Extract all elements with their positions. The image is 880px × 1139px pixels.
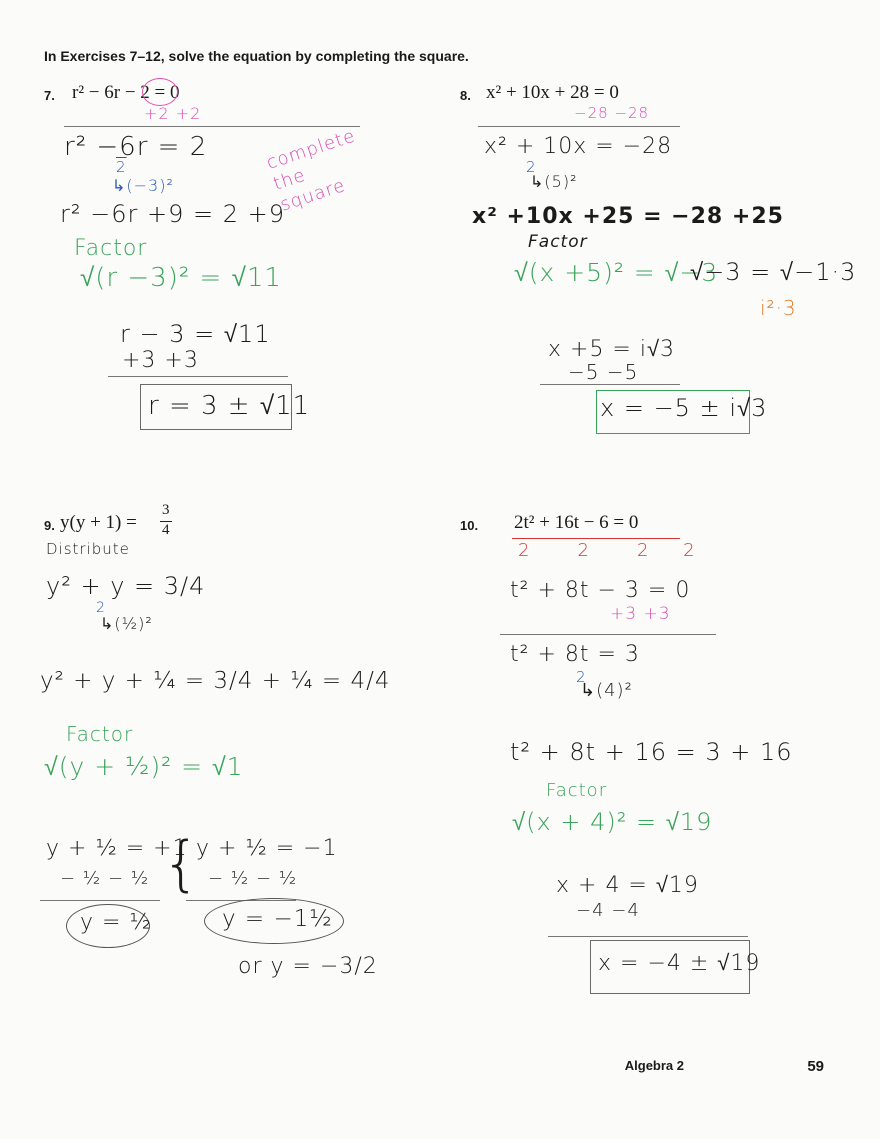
divider — [548, 936, 748, 937]
divider — [64, 126, 360, 127]
exercise-7-line1: r² −6r = 2 — [64, 132, 208, 162]
exercise-10-line4: √(x + 4)² = √19 — [512, 808, 713, 836]
exercise-9-number: 9. — [44, 518, 55, 533]
exercise-9-half: 2 — [96, 600, 106, 616]
exercise-7-square: ↳(−3)² — [112, 176, 174, 195]
exercise-10-square: ↳(4)² — [580, 680, 633, 701]
exercise-7-line5: +3 +3 — [122, 348, 199, 373]
exercise-8-line4: x +5 = i√3 — [548, 337, 676, 362]
exercise-8-half: 2 — [526, 158, 537, 176]
exercise-8-line5: −5 −5 — [568, 360, 639, 384]
exercise-9-equation-numerator: 3 — [162, 502, 170, 518]
exercise-7-line4: r − 3 = √11 — [120, 320, 271, 348]
exercise-8-square: ↳(5)² — [530, 172, 578, 191]
exercise-10-divisors: 2 2 2 2 — [518, 540, 696, 561]
exercise-7-half: 2 — [116, 158, 127, 176]
divider — [540, 384, 680, 385]
exercise-9-line2: y² + y + ¼ = 3/4 + ¼ = 4/4 — [40, 668, 391, 694]
exercise-10-half: 2 — [576, 668, 587, 686]
exercise-9-line5b: − ½ − ½ — [208, 868, 298, 889]
exercise-9-equation-denominator: 4 — [162, 522, 170, 538]
exercise-9-line4b: y + ½ = −1 — [196, 836, 338, 861]
exercise-9-answer-3: or y = −3/2 — [238, 954, 378, 979]
exercise-9-line4a: y + ½ = +1 — [46, 836, 188, 861]
divider — [108, 376, 288, 377]
exercise-7-line2: r² −6r +9 = 2 +9 — [60, 200, 286, 228]
instructions: In Exercises 7–12, solve the equation by completing the square. — [44, 48, 469, 64]
exercise-10-number: 10. — [460, 518, 479, 533]
exercise-8-line1: x² + 10x = −28 — [484, 134, 673, 159]
divider — [500, 634, 716, 635]
exercise-8-line2: x² +10x +25 = −28 +25 — [472, 204, 784, 229]
exercise-9-factor: Factor — [66, 722, 134, 746]
exercise-9-equation-lhs: y(y + 1) = — [60, 512, 137, 533]
book-title: Algebra 2 — [624, 1058, 684, 1073]
exercise-9-line1: y² + y = 3/4 — [46, 572, 206, 600]
complete-the-square-note: complete the square — [264, 125, 359, 216]
exercise-10-line1: t² + 8t − 3 = 0 — [510, 578, 691, 603]
exercise-10-answer: x = −4 ± √19 — [598, 951, 761, 976]
exercise-9-line5a: − ½ − ½ — [60, 868, 150, 889]
exercise-8-equation: x² + 10x + 28 = 0 — [486, 82, 619, 103]
circle-annotation — [142, 78, 178, 106]
exercise-10-equation: 2t² + 16t − 6 = 0 — [514, 512, 639, 533]
exercise-7-line3: √(r −3)² = √11 — [80, 263, 282, 293]
exercise-8-add: −28 −28 — [574, 104, 650, 122]
exercise-10-add: +3 +3 — [610, 604, 671, 624]
exercise-8-side-note: √−3 = √−1·3 — [690, 258, 857, 286]
exercise-9-distribute: Distribute — [46, 540, 130, 558]
exercise-10-line5: x + 4 = √19 — [556, 873, 699, 898]
divide-bars — [512, 538, 680, 539]
exercise-8-factor: Factor — [528, 232, 588, 252]
exercise-10-line3: t² + 8t + 16 = 3 + 16 — [510, 738, 793, 766]
exercise-7-answer: r = 3 ± √11 — [148, 391, 311, 421]
exercise-8-number: 8. — [460, 88, 471, 103]
brace: { — [162, 829, 202, 899]
exercise-9-answer-2: y = −1½ — [222, 906, 333, 932]
page-number: 59 — [807, 1058, 824, 1075]
exercise-7-equation: r² − 6r − 2 = 0 — [72, 82, 180, 103]
divider — [40, 900, 160, 901]
exercise-9-square: ↳(½)² — [100, 614, 153, 633]
exercise-10-line2: t² + 8t = 3 — [510, 642, 640, 667]
exercise-10-line6: −4 −4 — [576, 900, 640, 921]
exercise-7-add: +2 +2 — [144, 104, 202, 123]
exercise-8-answer: x = −5 ± i√3 — [600, 394, 768, 422]
divider — [478, 126, 680, 127]
exercise-8-line3: √(x +5)² = √−3 — [514, 258, 719, 287]
exercise-7-number: 7. — [44, 88, 55, 103]
exercise-9-answer-1: y = ½ — [80, 910, 152, 935]
exercise-10-factor: Factor — [546, 780, 608, 801]
exercise-9-line3: √(y + ½)² = √1 — [44, 752, 244, 781]
exercise-7-factor: Factor — [74, 236, 148, 261]
exercise-8-side-note-2: i²·3 — [760, 296, 797, 320]
